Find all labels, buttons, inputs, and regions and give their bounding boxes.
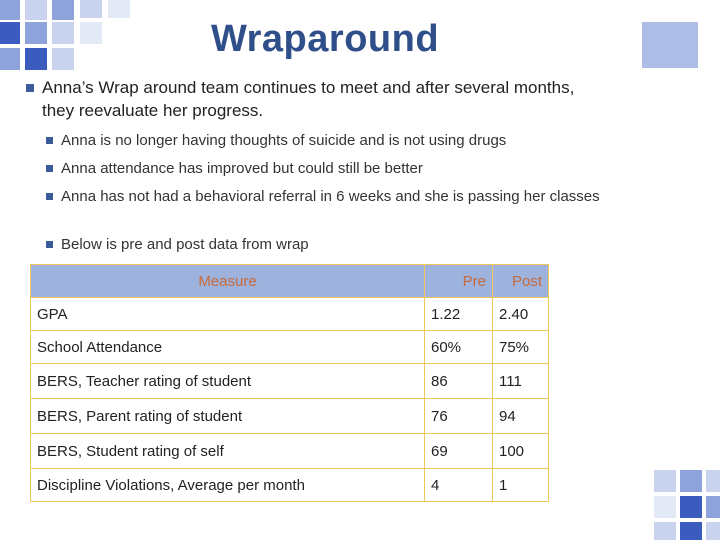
pre-cell: 76 (425, 399, 493, 434)
table-row (31, 469, 549, 502)
pre-post-table (30, 264, 549, 502)
post-cell: 2.40 (493, 298, 549, 331)
main-point: Anna’s Wrap around team continues to meet and after several months, they reevaluate her progress. (42, 78, 575, 120)
measure-cell: School Attendance (31, 331, 425, 364)
sub-bullet-icon (46, 165, 53, 172)
header-post: Post (493, 265, 549, 298)
table-row (31, 364, 549, 399)
post-cell: 100 (493, 434, 549, 469)
sub-point-4: Below is pre and post data from wrap (61, 236, 309, 253)
measure-cell: BERS, Teacher rating of student (31, 364, 425, 399)
measure-cell: BERS, Student rating of self (31, 434, 425, 469)
pre-cell: 86 (425, 364, 493, 399)
post-cell: 1 (493, 469, 549, 502)
table-row (31, 331, 549, 364)
pre-cell: 69 (425, 434, 493, 469)
table-row (31, 399, 549, 434)
sub-bullet-icon (46, 193, 53, 200)
sub-bullet-icon (46, 137, 53, 144)
post-cell: 111 (493, 364, 549, 399)
sub-bullet-icon (46, 241, 53, 248)
post-cell: 94 (493, 399, 549, 434)
header-pre: Pre (425, 265, 493, 298)
table-row (31, 434, 549, 469)
measure-cell: Discipline Violations, Average per month (31, 469, 425, 502)
sub-point-3: Anna has not had a behavioral referral in 6 weeks and she is passing her classes (61, 188, 600, 205)
slide-title: Wraparound (210, 18, 440, 60)
post-cell: 75% (493, 331, 549, 364)
sub-point-2: Anna attendance has improved but could still be better (61, 160, 423, 177)
header-measure: Measure (31, 265, 425, 298)
sub-point-1: Anna is no longer having thoughts of suicide and is not using drugs (61, 132, 507, 149)
table-header-row (31, 265, 549, 298)
pre-cell: 60% (425, 331, 493, 364)
bullet-icon (26, 84, 34, 92)
decorative-square-top-right (642, 22, 698, 68)
measure-cell: GPA (31, 298, 425, 331)
measure-cell: BERS, Parent rating of student (31, 399, 425, 434)
table-row (31, 298, 549, 331)
pre-cell: 4 (425, 469, 493, 502)
pre-cell: 1.22 (425, 298, 493, 331)
